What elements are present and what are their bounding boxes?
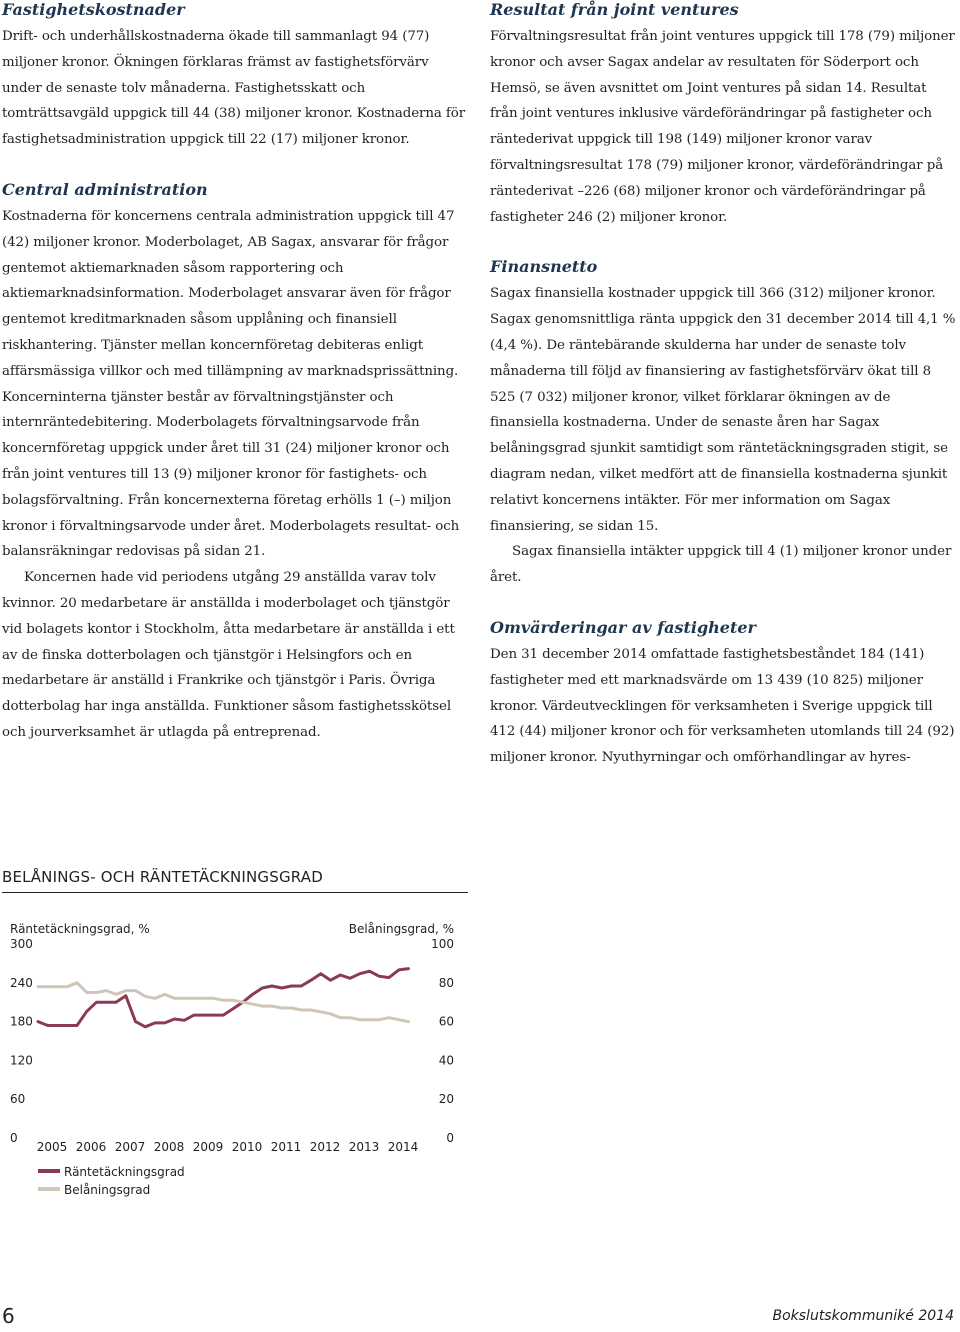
chart-block <box>0 862 960 1222</box>
y-right-tick-label: 0 <box>446 1131 454 1145</box>
legend-label: Belåningsgrad <box>64 1183 151 1197</box>
paragraph-central-administration-1: Kostnaderna för koncernens centrala administration uppgick till 47 (42) miljoner kronor. Moderbolaget, AB Sagax, ansvarar för frågor gentemot aktiemarknaden såsom rapportering och aktiemarknadsinformation. Moderbolaget ansvarar även för frågor gentemot kreditmarknaden såsom upplåning och finansiell riskhantering. Tjänster mellan koncernföretag debiteras enligt affärsmässiga villkor och med tillämpning av marknadsprissättning. Koncerninterna tjänster består av förvaltningstjänster och internräntedebitering. Moderbolagets förvaltningsarvode från koncernföretag uppgick under året till 31 (24) miljoner kronor och från joint ventures till 13 (9) miljoner kronor för fastighets- och bolagsförvaltning. Från koncernexterna företag erhölls 1 (–) miljon kronor i förvaltningsarvode under året. Moderbolagets resultat- och balansräkningar redovisas på sidan 21. <box>2 208 460 560</box>
x-tick-label: 2008 <box>153 1140 185 1154</box>
x-tick-label: 2012 <box>309 1140 341 1154</box>
y-left-axis-label: Räntetäckningsgrad, % <box>10 922 150 936</box>
paragraph-central-administration-2: Koncernen hade vid periodens utgång 29 anställda varav tolv kvinnor. 20 medarbetare är anställda i moderbolaget och tjänstgör vid bolagets kontor i Stockholm, åtta medarbetare är anställda i ett av de finska dotterbolagen och tjänstgör i Helsingfors och en medarbetare är anställd i Frankrike och tjänstgör i Paris. Övriga dotterbolag har inga anställda. Funktioner såsom fastighetsskötsel och jourverksamhet är utlagda på entreprenad. <box>2 570 455 740</box>
y-left-tick-label: 120 <box>10 1053 33 1068</box>
paragraph-finansnetto-1: Sagax finansiella kostnader uppgick till 366 (312) miljoner kronor. Sagax genomsnittliga ränta uppgick den 31 december 2014 till 4,1 % (4,4 %). De räntebärande skulderna har under de senaste tolv månaderna till följd av finansiering av fastighetsförvärv ökat till 8 525 (7 032) miljoner kronor, vilket förklarar ökningen av de finansiella kostnaderna. Under de senaste åren har Sagax belåningsgrad sjunkit samtidigt som räntetäckningsgraden stigit, se diagram nedan, vilket medfört att de finansiella kostnaderna sjunkit relativt koncernens intäkter. För mer information om Sagax finansiering, se sidan 15. <box>490 286 956 534</box>
page-number: 6 <box>2 1304 15 1328</box>
heading-omvarderingar: Omvärderingar av fastigheter <box>490 617 756 637</box>
y-left-tick-label: 180 <box>10 1014 33 1029</box>
y-right-tick-label: 80 <box>438 975 454 990</box>
chart-svg <box>0 862 480 1222</box>
y-left-tick-label: 240 <box>10 975 33 990</box>
y-right-tick-label: 40 <box>438 1053 454 1068</box>
right-column <box>490 0 956 771</box>
x-tick-label: 2011 <box>270 1140 302 1154</box>
x-tick-label: 2007 <box>114 1140 146 1154</box>
chart-title: BELÅNINGS- OCH RÄNTETÄCKNINGSGRAD <box>2 868 324 886</box>
heading-central-administration: Central administration <box>2 179 208 199</box>
x-tick-label: 2006 <box>75 1140 107 1154</box>
x-tick-label: 2010 <box>231 1140 263 1154</box>
heading-fastighetskostnader: Fastighetskostnader <box>2 0 185 19</box>
y-left-tick-label: 60 <box>10 1092 26 1107</box>
y-right-tick-label: 60 <box>438 1014 454 1029</box>
x-tick-label: 2009 <box>192 1140 224 1154</box>
paragraph-finansnetto-2: Sagax finansiella intäkter uppgick till 4 (1) miljoner kronor under året. <box>490 544 952 586</box>
y-right-tick-label: 20 <box>438 1092 454 1107</box>
y-left-tick-label: 0 <box>10 1131 18 1145</box>
left-column <box>2 0 472 746</box>
y-right-axis-label: Belåningsgrad, % <box>348 922 454 936</box>
paragraph-omvarderingar: Den 31 december 2014 omfattade fastighetsbeståndet 184 (141) fastigheter med ett marknadsvärde om 13 439 (10 825) miljoner kronor. Värdeutvecklingen för verksamheten i Sverige uppgick till 412 (44) miljoner kronor och för verksamheten utomlands till 24 (92) miljoner kronor. Nyuthyrningar och omförhandlingar av hyres- <box>490 646 955 766</box>
x-tick-label: 2005 <box>36 1140 68 1154</box>
heading-finansnetto: Finansnetto <box>490 257 598 277</box>
paragraph-joint-ventures: Förvaltningsresultat från joint ventures uppgick till 178 (79) miljoner kronor och avser Sagax andelar av resultaten för Söderport och Hemsö, se även avsnittet om Joint ventures på sidan 14. Resultat från joint ventures inklusive värdeförändringar på fastigheter och räntederivat uppgick till 198 (149) miljoner kronor varav förvaltningsresultat 178 (79) miljoner kronor, värdeförändringar på räntederivat –226 (68) miljoner kronor och värdeförändringar på fastigheter 246 (2) miljoner kronor. <box>490 29 955 225</box>
paragraph-fastighetskostnader: Drift- och underhållskostnaderna ökade till sammanlagt 94 (77) miljoner kronor. Ökningen förklaras främst av fastighetsförvärv under de senaste tolv månaderna. Fastighetsskatt och tomträttsavgäld uppgick till 44 (38) miljoner kronor. Kostnaderna för fastighetsadministration uppgick till 22 (17) miljoner kronor. <box>2 29 466 148</box>
x-tick-label: 2014 <box>387 1140 419 1154</box>
x-tick-label: 2013 <box>348 1140 380 1154</box>
y-left-tick-label: 300 <box>10 937 33 951</box>
footer-document-title: Bokslutskommuniké 2014 <box>772 1308 954 1324</box>
legend-label: Räntetäckningsgrad <box>64 1165 185 1179</box>
y-right-tick-label: 100 <box>431 937 454 951</box>
heading-joint-ventures: Resultat från joint ventures <box>490 0 739 19</box>
